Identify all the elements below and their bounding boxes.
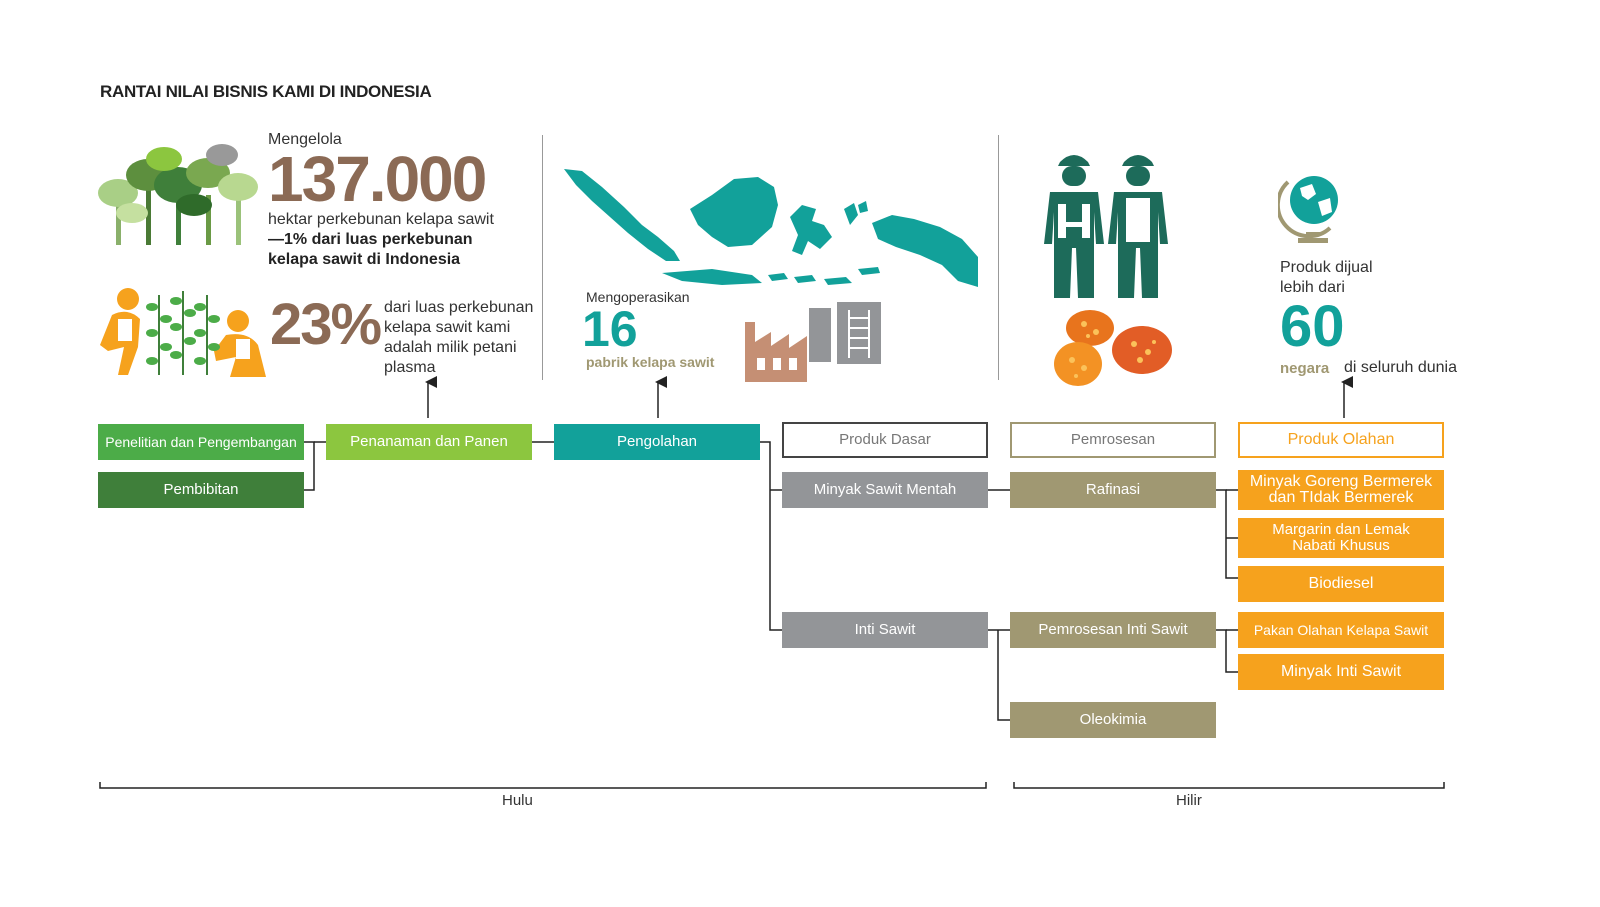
globe-icon [1278, 166, 1348, 244]
palm-trees-icon [98, 135, 260, 247]
countries-line1: Produk dijual [1280, 259, 1373, 276]
divider-left [542, 135, 543, 380]
mills-number: 16 [582, 301, 638, 357]
factory-icon [745, 302, 881, 382]
research-box: Penelitian dan Pengembangan [98, 424, 304, 460]
countries-suffix: di seluruh dunia [1344, 359, 1457, 376]
cpo-box: Minyak Sawit Mentah [782, 472, 988, 508]
mills-suffix: pabrik kelapa sawit [586, 354, 715, 370]
plasma-number: 23% [270, 292, 381, 357]
downstream-label: Hilir [1176, 792, 1202, 809]
planting-box: Penanaman dan Panen [326, 424, 532, 460]
kernel-oil-box: Minyak Inti Sawit [1238, 654, 1444, 690]
cooking-oil-line1: Minyak Goreng Bermerek [1249, 473, 1433, 490]
plantation-prefix: Mengelola [268, 131, 342, 148]
cooking-oil-box [1238, 470, 1444, 510]
indonesia-map-icon [562, 165, 980, 293]
countries-number: 60 [1280, 294, 1345, 359]
plantation-line1: hektar perkebunan kelapa sawit [268, 211, 494, 228]
biodiesel-box: Biodiesel [1238, 566, 1444, 602]
cooking-oil-line2: dan TIdak Bermerek [1268, 489, 1414, 506]
plantation-number: 137.000 [268, 143, 486, 215]
margarine-line2: Nabati Khusus [1292, 537, 1390, 554]
countries-suffix-bold: negara [1280, 360, 1330, 377]
derived-products-header: Produk Olahan [1238, 422, 1444, 458]
page-title: RANTAI NILAI BISNIS KAMI DI INDONESIA [100, 82, 432, 101]
processing-box: Pengolahan [554, 424, 760, 460]
mills-prefix: Mengoperasikan [586, 289, 690, 305]
workers-icon [1044, 148, 1172, 298]
palm-fruit-icon [1050, 306, 1174, 390]
kernel-box: Inti Sawit [782, 612, 988, 648]
plasma-line2: kelapa sawit kami [384, 319, 511, 336]
oleo-box: Oleokimia [1010, 702, 1216, 738]
countries-line2: lebih dari [1280, 279, 1345, 296]
plasma-line4: plasma [384, 359, 436, 376]
refinery-box: Rafinasi [1010, 472, 1216, 508]
farmers-icon [98, 285, 270, 381]
upstream-label: Hulu [502, 792, 533, 809]
kernel-processing-box: Pemrosesan Inti Sawit [1010, 612, 1216, 648]
feed-box: Pakan Olahan Kelapa Sawit [1238, 612, 1444, 648]
margarine-box [1238, 518, 1444, 558]
plantation-line3: kelapa sawit di Indonesia [268, 251, 461, 268]
margarine-line1: Margarin dan Lemak [1272, 521, 1410, 538]
plasma-line1: dari luas perkebunan [384, 299, 534, 316]
divider-right [998, 135, 999, 380]
processing-down-header: Pemrosesan [1010, 422, 1216, 458]
plasma-line3: adalah milik petani [384, 339, 517, 356]
seedling-box: Pembibitan [98, 472, 304, 508]
plantation-line2: —1% dari luas perkebunan [268, 231, 473, 248]
basic-products-header: Produk Dasar [782, 422, 988, 458]
